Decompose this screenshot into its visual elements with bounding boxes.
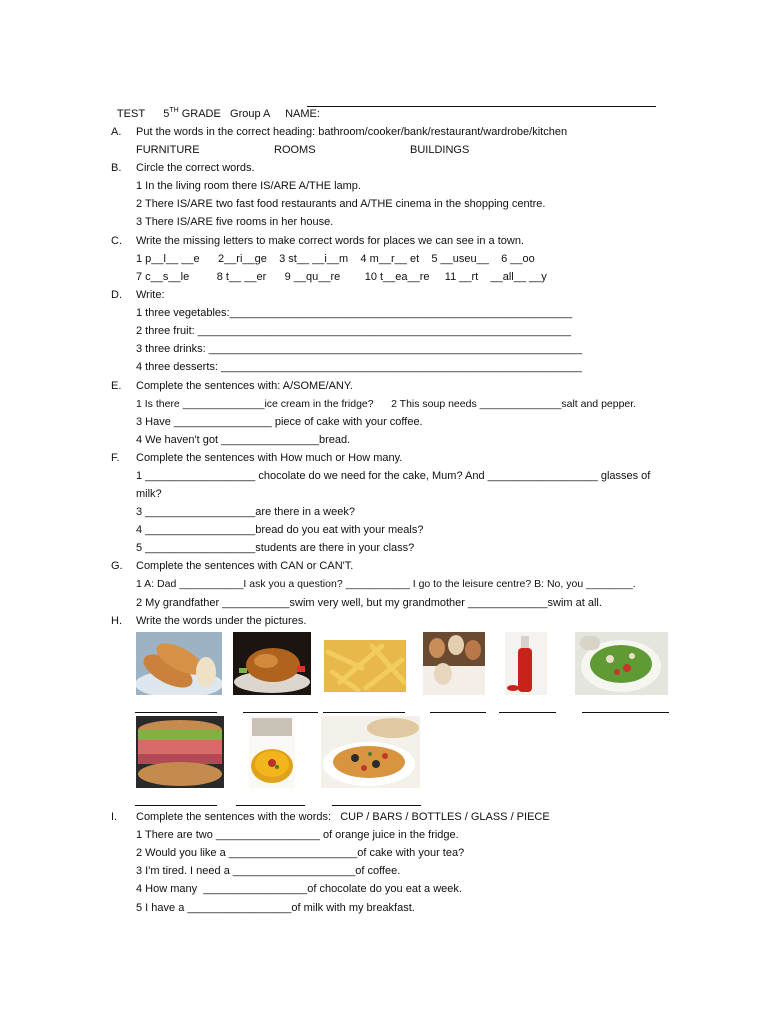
section-e-line: 4 We haven't got ________________bread. bbox=[136, 434, 351, 446]
section-i-line: 1 There are two _________________ of orange juice in the fridge. bbox=[136, 829, 459, 841]
heading-buildings: BUILDINGS bbox=[410, 144, 470, 156]
section-g-instruction: Complete the sentences with CAN or CAN'T. bbox=[136, 560, 354, 572]
section-d-line: 4 three desserts: ___________________________________________________________ bbox=[136, 361, 582, 373]
section-f-letter: F. bbox=[111, 452, 120, 464]
section-d-instruction: Write: bbox=[136, 289, 165, 301]
section-c-instruction: Write the missing letters to make correct words for places we can see in a town. bbox=[136, 235, 525, 247]
section-e-instruction: Complete the sentences with: A/SOME/ANY. bbox=[136, 380, 353, 392]
section-d-line: 3 three drinks: _____________________________________________________________ bbox=[136, 343, 582, 355]
picture-answer-line[interactable] bbox=[499, 712, 556, 713]
section-e-line: 3 Have ________________ piece of cake with your coffee. bbox=[136, 416, 423, 428]
eggs-picture bbox=[423, 632, 485, 695]
section-f-instruction: Complete the sentences with How much or How many. bbox=[136, 452, 403, 464]
test-title-line bbox=[111, 95, 320, 121]
salad-picture bbox=[575, 632, 668, 695]
picture-answer-line[interactable] bbox=[430, 712, 486, 713]
section-i-letter: I. bbox=[111, 811, 118, 823]
picture-answer-line[interactable] bbox=[582, 712, 669, 713]
section-e-letter: E. bbox=[111, 380, 122, 392]
section-c-line: 1 p__l__ __e 2__ri__ge 3 st__ __i__m 4 m__r__ et 5 __useu__ 6 __oo bbox=[136, 253, 535, 265]
section-d-line: 2 three fruit: _____________________________________________________________ bbox=[136, 325, 571, 337]
section-f-line: milk? bbox=[136, 488, 162, 500]
section-d-line: 1 three vegetables:________________________________________________________ bbox=[136, 307, 573, 319]
section-d-letter: D. bbox=[111, 289, 122, 301]
section-a-letter: A. bbox=[111, 126, 122, 138]
picture-answer-line[interactable] bbox=[236, 805, 305, 806]
bread-rolls-picture bbox=[136, 632, 222, 695]
section-b-line: 2 There IS/ARE two fast food restaurants and A/THE cinema in the shopping centre. bbox=[136, 198, 546, 210]
section-i-line: 2 Would you like a _____________________of cake with your tea? bbox=[136, 847, 465, 859]
section-f-line: 3 __________________are there in a week? bbox=[136, 506, 355, 518]
section-a-instruction: Put the words in the correct heading: bathroom/cooker/bank/restaurant/wardrobe/kitchen bbox=[136, 126, 568, 138]
picture-answer-line[interactable] bbox=[332, 805, 421, 806]
name-label: NAME: bbox=[285, 108, 320, 120]
grade-number: 5 bbox=[163, 108, 170, 120]
section-g-line: 1 A: Dad ___________I ask you a question? ___________ I go to the leisure centre? B: No, you ________. bbox=[136, 578, 636, 590]
spaghetti-picture bbox=[321, 716, 420, 788]
section-i-instruction: Complete the sentences with the words: CUP / BARS / BOTTLES / GLASS / PIECE bbox=[136, 811, 550, 823]
grade-word: GRADE bbox=[181, 108, 221, 120]
section-b-line: 1 In the living room there IS/ARE A/THE lamp. bbox=[136, 180, 361, 192]
section-i-line: 5 I have a _________________of milk with my breakfast. bbox=[136, 902, 415, 914]
group-label: Group A bbox=[230, 108, 270, 120]
picture-answer-line[interactable] bbox=[135, 805, 217, 806]
section-b-line: 3 There IS/ARE five rooms in her house. bbox=[136, 216, 334, 228]
soup-picture bbox=[249, 716, 295, 788]
test-label: TEST bbox=[116, 108, 145, 120]
roast-chicken-picture bbox=[233, 632, 311, 695]
name-answer-line[interactable] bbox=[307, 106, 656, 107]
heading-furniture: FURNITURE bbox=[136, 144, 200, 156]
sandwich-picture bbox=[136, 716, 224, 788]
picture-answer-line[interactable] bbox=[135, 712, 217, 713]
heading-rooms: ROOMS bbox=[274, 144, 316, 156]
section-h-letter: H. bbox=[111, 615, 122, 627]
section-h-instruction: Write the words under the pictures. bbox=[136, 615, 307, 627]
picture-answer-line[interactable] bbox=[243, 712, 318, 713]
section-f-line: 4 __________________bread do you eat with your meals? bbox=[136, 524, 424, 536]
picture-answer-line[interactable] bbox=[323, 712, 405, 713]
section-i-line: 3 I'm tired. I need a ____________________of coffee. bbox=[136, 865, 401, 877]
section-b-letter: B. bbox=[111, 162, 122, 174]
section-i-line: 4 How many _________________of chocolate do you eat a week. bbox=[136, 883, 462, 895]
section-f-line: 1 __________________ chocolate do we need for the cake, Mum? And __________________ glasses of bbox=[136, 470, 651, 482]
grade-superscript: TH bbox=[169, 107, 179, 114]
french-fries-picture bbox=[322, 632, 408, 695]
section-b-instruction: Circle the correct words. bbox=[136, 162, 255, 174]
section-g-letter: G. bbox=[111, 560, 123, 572]
section-g-line: 2 My grandfather ___________swim very well, but my grandmother _____________swim at all. bbox=[136, 597, 602, 609]
section-c-letter: C. bbox=[111, 235, 122, 247]
section-e-line: 1 Is there ______________ice cream in the fridge? 2 This soup needs ______________salt and pepper. bbox=[136, 398, 637, 410]
section-f-line: 5 __________________students are there in your class? bbox=[136, 542, 415, 554]
section-c-line: 7 c__s__le 8 t__ __er 9 __qu__re 10 t__ea__re 11 __rt __all__ __y bbox=[136, 271, 547, 283]
ketchup-picture bbox=[505, 632, 547, 695]
